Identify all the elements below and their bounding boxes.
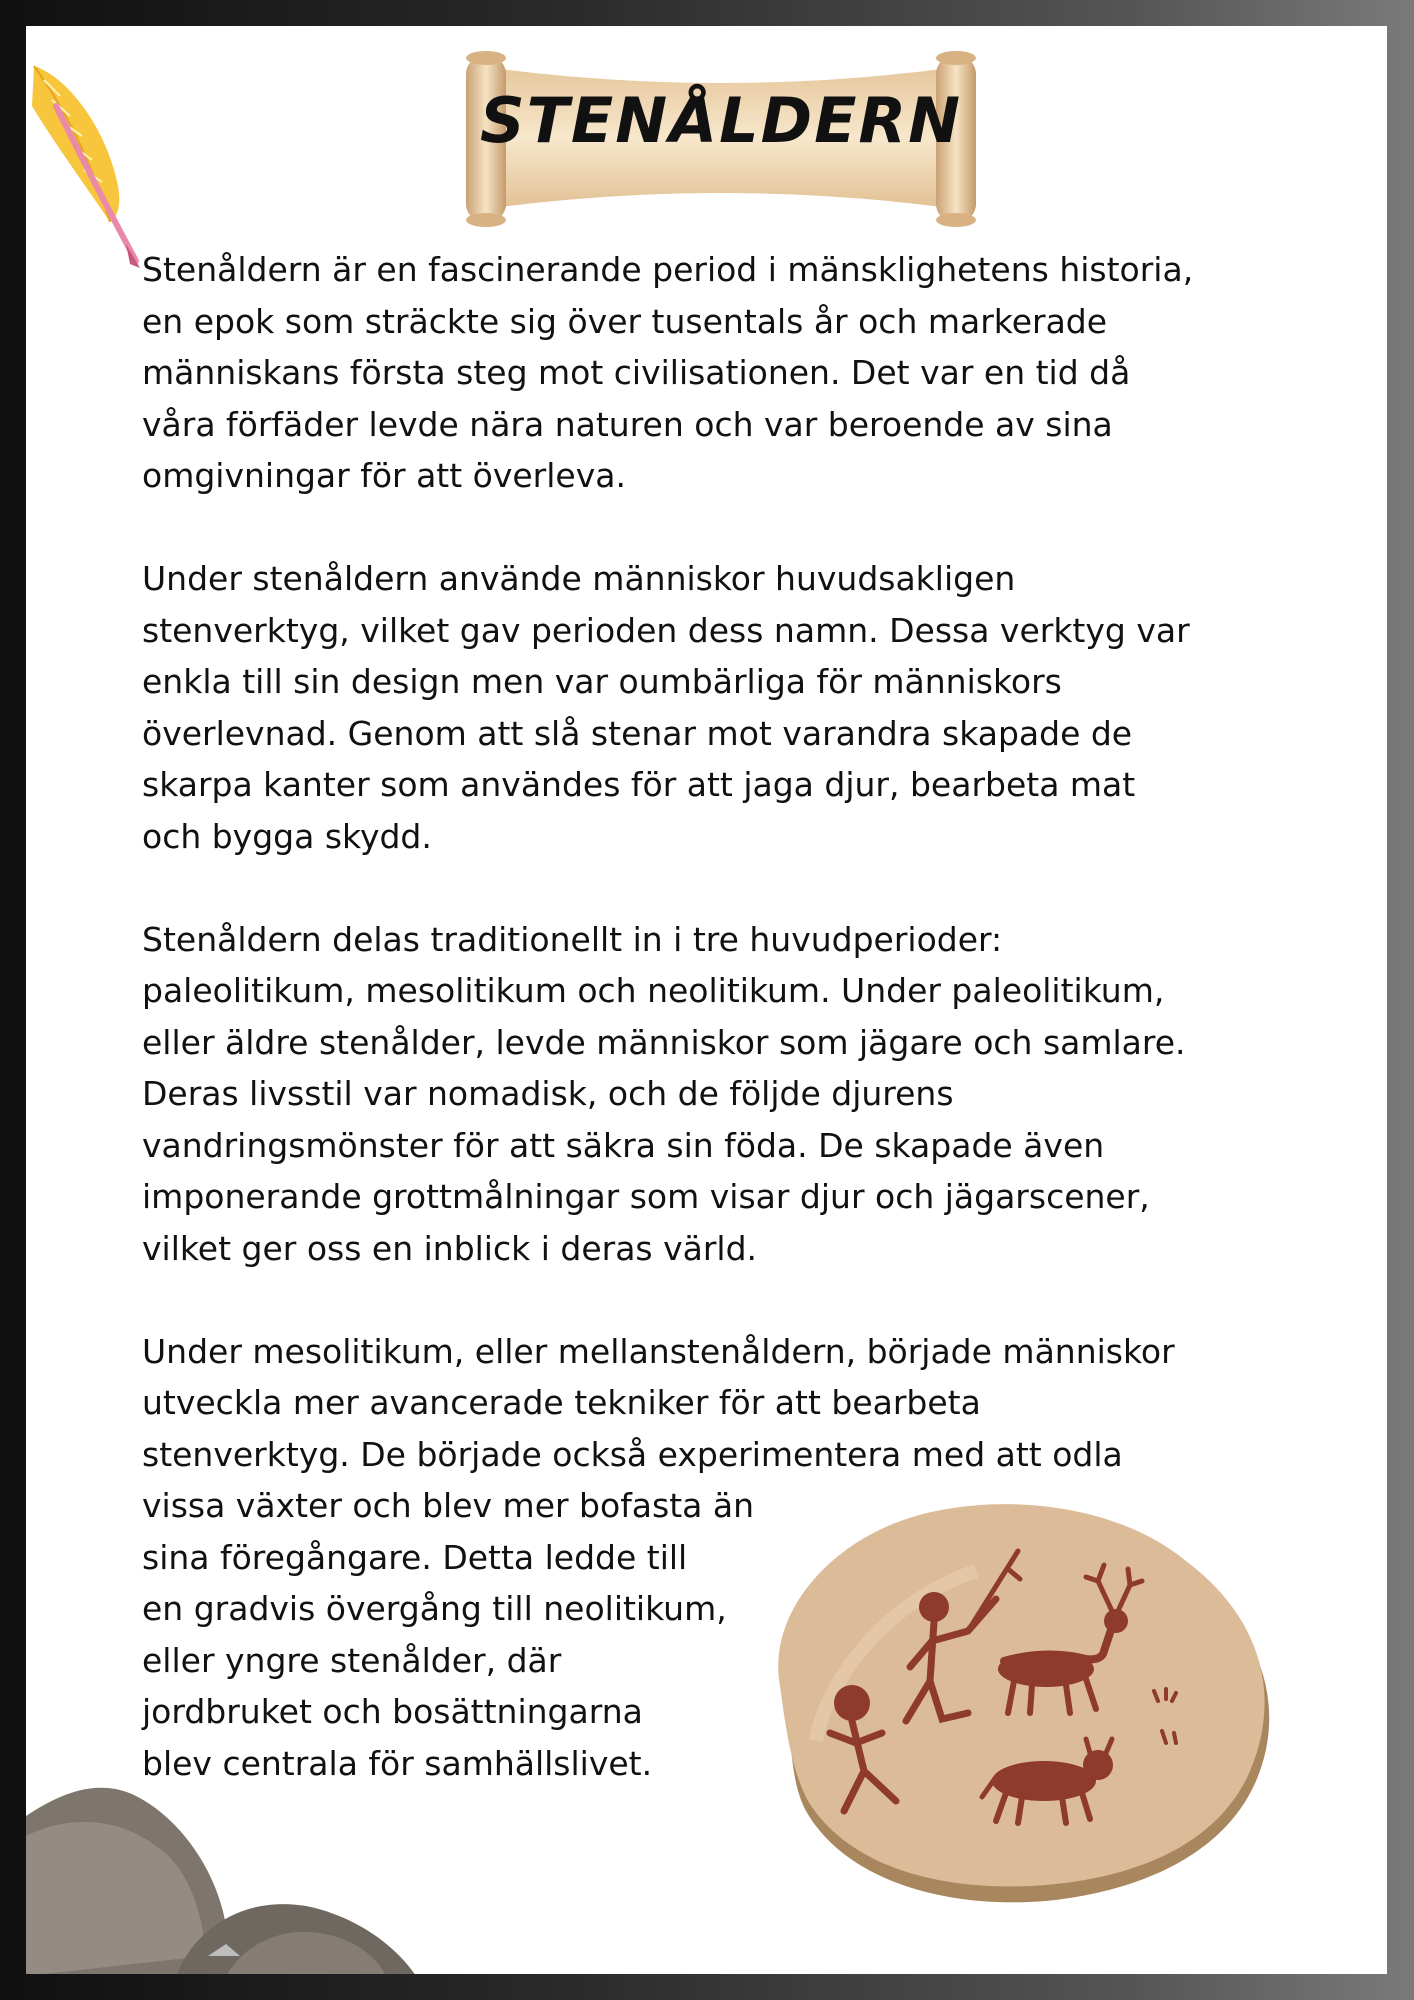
- feather-quill-icon: [26, 36, 146, 280]
- paragraph-intro: Stenåldern är en fascinerande period i mänsklighetens historia, en epok som sträckte sig över tusentals år och markerade människans första steg mot civilisationen. Det var en tid då våra förfäder levde nära naturen och var beroende av sina omgivningar för att överleva.: [142, 250, 1194, 495]
- worksheet-page: [26, 26, 1387, 1974]
- title-scroll: [462, 38, 980, 228]
- boulders-icon: [26, 1756, 446, 1974]
- paragraph-tools: Under stenåldern använde människor huvudsakligen stenverktyg, vilket gav perioden dess namn. Dessa verktyg var enkla till sin design men var oumbärliga för människors överlevnad. Genom att slå stenar mot varandra skapade de skarpa kanter som användes för att jaga djur, bearbeta mat och bygga skydd.: [142, 559, 1190, 856]
- paragraph-mesolithic: Under mesolitikum, eller mellanstenåldern, började människor utveckla mer avancerade tekniker för att bearbeta stenverktyg. De började också experimentera med att odla vissa växter och blev mer bofasta än sina föregångare. Detta ledde till en gradvis övergång till neolitikum, eller yngre stenålder, där jordbruket och bosättningarna blev centrala för samhällslivet.: [142, 1331, 1175, 1783]
- cave-painting-stone-icon: [746, 1481, 1306, 1925]
- paragraph-periods: Stenåldern delas traditionellt in i tre huvudperioder: paleolitikum, mesolitikum och neolitikum. Under paleolitikum, eller äldre stenålder, levde människor som jägare och samlare. Deras livsstil var nomadisk, och de följde djurens vandringsmönster för att säkra sin föda. De skapade även imponerande grottmålningar som visar djur och jägarscener, vilket ger oss en inblick i deras värld.: [142, 919, 1186, 1268]
- page-title: STENÅLDERN: [479, 84, 963, 157]
